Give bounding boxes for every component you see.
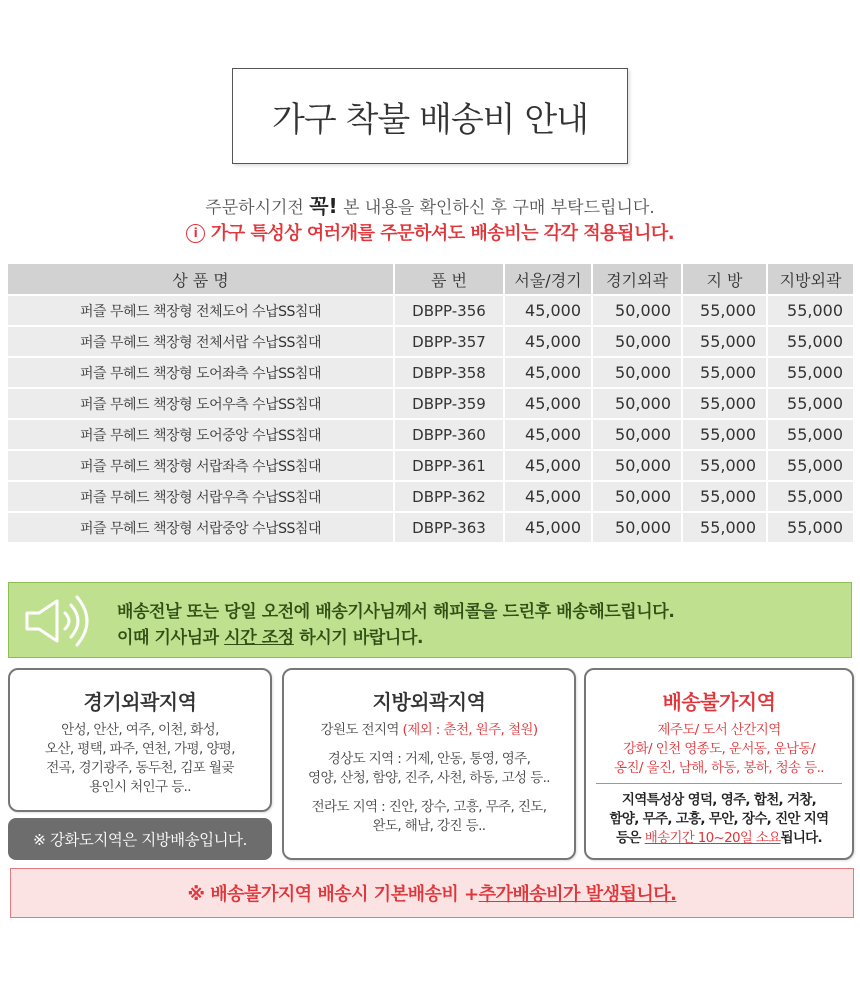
- cell-regional: 55,000: [681, 420, 766, 449]
- table-row: [8, 327, 853, 356]
- info-circle-icon: i: [186, 224, 205, 243]
- cell-product-code: DBPP-359: [393, 389, 503, 418]
- ganghwa-notice-badge: ※ 강화도지역은 지방배송입니다.: [8, 818, 272, 860]
- table-row: [8, 389, 853, 418]
- regional-outskirts-panel: [282, 668, 576, 860]
- delivery-period: 배송기간 10~20일 소요: [644, 830, 781, 846]
- shipping-price-table: [8, 262, 853, 544]
- cell-product-code: DBPP-357: [393, 327, 503, 356]
- extra-fee-pre: ※ 배송불가지역 배송시 기본배송비 +: [187, 884, 479, 905]
- cell-product-name: 퍼즐 무헤드 책장형 서랍좌측 수납SS침대: [8, 451, 393, 480]
- cell-seoul-gyeonggi: 45,000: [503, 420, 591, 449]
- cell-seoul-gyeonggi: 45,000: [503, 296, 591, 325]
- cell-regional-outskirts: 55,000: [766, 451, 853, 480]
- warning-text: 가구 특성상 여러개를 주문하셔도 배송비는 각각 적용됩니다.: [210, 223, 675, 244]
- delivery-unavailable-title: 배송불가지역: [662, 690, 776, 714]
- table-row: [8, 296, 853, 325]
- header-product-code: 품 번: [393, 264, 503, 294]
- happy-call-notice: [8, 582, 852, 658]
- gangwon-exclusions: (제외 : 춘천, 원주, 철원): [402, 722, 538, 738]
- header-product-name: 상 품 명: [8, 264, 393, 294]
- cell-gyeonggi-outskirts: 50,000: [591, 358, 681, 387]
- delayed-areas-end: 됩니다.: [780, 830, 822, 846]
- cell-regional-outskirts: 55,000: [766, 482, 853, 511]
- gangwon-label: 강원도 전지역: [320, 722, 403, 738]
- cell-regional: 55,000: [681, 482, 766, 511]
- table-row: [8, 482, 853, 511]
- gyeonggi-outskirts-title: 경기외곽지역: [83, 690, 197, 714]
- cell-regional: 55,000: [681, 389, 766, 418]
- extra-fee-underlined: 추가배송비가 발생됩니다.: [478, 884, 677, 905]
- delivery-unavailable-panel: [584, 668, 854, 860]
- cell-product-code: DBPP-362: [393, 482, 503, 511]
- header-regional-outskirts: 지방외곽: [766, 264, 853, 294]
- gyeonggi-outskirts-panel: [8, 668, 272, 812]
- cell-gyeonggi-outskirts: 50,000: [591, 482, 681, 511]
- table-row: [8, 513, 853, 542]
- header-seoul-gyeonggi: 서울/경기: [503, 264, 591, 294]
- cell-regional-outskirts: 55,000: [766, 513, 853, 542]
- cell-regional: 55,000: [681, 513, 766, 542]
- cell-seoul-gyeonggi: 45,000: [503, 513, 591, 542]
- cell-regional-outskirts: 55,000: [766, 420, 853, 449]
- delayed-areas: [586, 791, 852, 848]
- cell-product-code: DBPP-358: [393, 358, 503, 387]
- cell-gyeonggi-outskirts: 50,000: [591, 513, 681, 542]
- cell-regional: 55,000: [681, 358, 766, 387]
- jeolla-areas: 전라도 지역 : 진안, 장수, 고흥, 무주, 진도, 완도, 해남, 강진 등..: [311, 799, 547, 834]
- gangwon-areas: [284, 721, 574, 740]
- gyeonggi-outskirts-areas: 안성, 안산, 여주, 이천, 화성, 오산, 평택, 파주, 연천, 가평, 양평, 전곡, 경기광주, 동두천, 김포 월곶 용인시 처인구 등..: [45, 722, 235, 795]
- regional-outskirts-title: 지방외곽지역: [372, 690, 486, 714]
- cell-regional: 55,000: [681, 296, 766, 325]
- cell-seoul-gyeonggi: 45,000: [503, 358, 591, 387]
- delayed-areas-text: 지역특성상 영덕, 영주, 합천, 거창, 함양, 무주, 고흥, 무안, 장수, 진안 지역 등은: [609, 792, 829, 846]
- extra-fee-notice: [10, 868, 854, 918]
- cell-product-name: 퍼즐 무헤드 책장형 전체서랍 수납SS침대: [8, 327, 393, 356]
- cell-product-name: 퍼즐 무헤드 책장형 전체도어 수납SS침대: [8, 296, 393, 325]
- header-gyeonggi-outskirts: 경기외곽: [591, 264, 681, 294]
- table-row: [8, 451, 853, 480]
- notice-line-1: 배송전날 또는 당일 오전에 배송기사님께서 해피콜을 드린후 배송해드립니다.: [117, 602, 675, 622]
- cell-product-code: DBPP-363: [393, 513, 503, 542]
- cell-gyeonggi-outskirts: 50,000: [591, 327, 681, 356]
- notice-line-2: [117, 623, 423, 648]
- cell-product-name: 퍼즐 무헤드 책장형 도어우측 수납SS침대: [8, 389, 393, 418]
- intro-after: 본 내용을 확인하신 후 구매 부탁드립니다.: [337, 198, 655, 218]
- table-header-row: [8, 264, 853, 294]
- table-row: [8, 358, 853, 387]
- shipping-warning: [0, 219, 860, 245]
- page-title-box: [232, 68, 628, 164]
- intro-emphasis: 꼭!: [309, 194, 338, 218]
- intro-text: [0, 190, 860, 219]
- cell-gyeonggi-outskirts: 50,000: [591, 296, 681, 325]
- cell-regional-outskirts: 55,000: [766, 296, 853, 325]
- cell-seoul-gyeonggi: 45,000: [503, 451, 591, 480]
- cell-regional-outskirts: 55,000: [766, 327, 853, 356]
- table-row: [8, 420, 853, 449]
- unavailable-areas: 제주도/ 도서 산간지역 강화/ 인천 영종도, 운서동, 운남동/ 옹진/ 울진, 남해, 하동, 봉하, 청송 등..: [614, 722, 824, 776]
- cell-product-name: 퍼즐 무헤드 책장형 도어좌측 수납SS침대: [8, 358, 393, 387]
- cell-gyeonggi-outskirts: 50,000: [591, 389, 681, 418]
- cell-product-code: DBPP-361: [393, 451, 503, 480]
- notice-line-2-post: 하시기 바랍니다.: [293, 628, 424, 648]
- cell-product-name: 퍼즐 무헤드 책장형 서랍우측 수납SS침대: [8, 482, 393, 511]
- page-title: 가구 착불 배송비 안내: [271, 99, 589, 140]
- cell-regional-outskirts: 55,000: [766, 389, 853, 418]
- cell-seoul-gyeonggi: 45,000: [503, 327, 591, 356]
- cell-product-name: 퍼즐 무헤드 책장형 서랍중앙 수납SS침대: [8, 513, 393, 542]
- cell-product-code: DBPP-356: [393, 296, 503, 325]
- panel-divider: [596, 783, 842, 784]
- cell-seoul-gyeonggi: 45,000: [503, 482, 591, 511]
- intro-before: 주문하시기전: [205, 198, 310, 218]
- cell-regional: 55,000: [681, 327, 766, 356]
- cell-gyeonggi-outskirts: 50,000: [591, 420, 681, 449]
- cell-seoul-gyeonggi: 45,000: [503, 389, 591, 418]
- speaker-icon: [21, 593, 105, 649]
- gyeongsang-areas: 경상도 지역 : 거제, 안동, 통영, 영주, 영양, 산청, 함양, 진주, 사천, 하동, 고성 등..: [308, 751, 550, 786]
- cell-regional-outskirts: 55,000: [766, 358, 853, 387]
- cell-product-code: DBPP-360: [393, 420, 503, 449]
- cell-gyeonggi-outskirts: 50,000: [591, 451, 681, 480]
- notice-line-2-pre: 이때 기사님과: [117, 628, 225, 648]
- cell-regional: 55,000: [681, 451, 766, 480]
- notice-time-adjust: 시간 조정: [224, 628, 294, 648]
- header-regional: 지 방: [681, 264, 766, 294]
- cell-product-name: 퍼즐 무헤드 책장형 도어중앙 수납SS침대: [8, 420, 393, 449]
